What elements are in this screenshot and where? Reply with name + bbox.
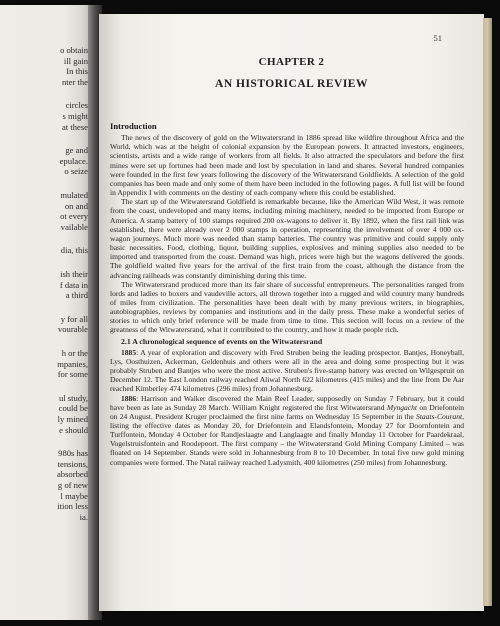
left-page-fragment: tensions, bbox=[57, 458, 88, 469]
left-page-fragment: vourable bbox=[57, 324, 88, 335]
italic-term: Staats-Courant, bbox=[415, 411, 464, 421]
left-page bbox=[0, 5, 92, 620]
left-page-fragment: ly mined bbox=[57, 414, 88, 424]
left-page-fragment: e should bbox=[59, 424, 88, 435]
left-page-fragment: dia, this bbox=[60, 245, 88, 256]
year-entry-text: : Harrison and Walker discovered the Main Reef Leader, supposedly on Sunday 7 February, but it could have been as late as Sunday 28 March. William Knight registered the first Witwatersrand bbox=[110, 393, 464, 412]
paragraph: The news of the discovery of gold on the Witwatersrand in 1886 spread like wildfire throughout Africa and the World, which was at the height of colonial expansion by the European powers. It attracted investors, engineers, scientists, artists and a wide range of workers from all fields. It also attracted the speculators and before the first mines were set up fortunes had been made and lost by speculation in land and shares. Several hundred companies were founded in the first few years following the discovery of the Witwatersrand Goldfields. A selection of the gold companies has been made and only some of them have been included in the following pages. A full list will be found in Appendix I with comments on the destiny of each company where this could be established. bbox=[110, 133, 464, 198]
left-page-fragment: f data in bbox=[59, 279, 88, 290]
left-page-fragment: g of new bbox=[57, 480, 88, 490]
left-page-fragment: o obtain bbox=[60, 45, 88, 55]
left-page-fragment: s might bbox=[62, 111, 88, 121]
section-heading: Introduction bbox=[110, 121, 157, 131]
year-entry-text: : A year of exploration and discovery with Fred Struben being the leading prospector. Bantjes, Honeyball, Lys, Oosthuizen, Ackerman, Geldenhuis and others were all in the area and doing some prospecting but it was probably Struben and Bantjes who were the most active. Struben's five-stamp battery was erected on Wilgespruit on December 12. The East London railway reached Aliwal North 622 kilometres (415 miles) and the line from De Aar reached Kimberley 474 kilometres (296 miles) from Johannesburg. bbox=[110, 347, 464, 394]
left-page-fragment: at these bbox=[61, 121, 88, 132]
left-page-fragment: o seize bbox=[64, 166, 88, 177]
year-label: 1886 bbox=[121, 393, 137, 403]
left-page-fragment: ot every bbox=[60, 211, 88, 222]
italic-term: Myngacht bbox=[386, 402, 417, 412]
year-entry-text: on Driefontein on 24 August. President Kruger proclaimed the first nine farms on Wednesday 15 September in the bbox=[110, 402, 465, 421]
left-page-fragment: nter the bbox=[61, 76, 88, 87]
year-entry bbox=[110, 394, 464, 467]
chapter-label: CHAPTER 2 bbox=[258, 56, 325, 68]
subsection-heading: 2.1 A chronological sequence of events on the Witwatersrand bbox=[121, 336, 323, 346]
left-page-fragment: epulace. bbox=[59, 155, 88, 166]
left-page-fragment: ill gain bbox=[63, 55, 88, 66]
left-page-fragment: In this bbox=[66, 66, 88, 77]
year-entry-text: listing the effective dates as Monday 20, for Driefontein and Elandsfontein, Monday 27 for Doornfontein and Turffontein, Monday 4 October for Randjeslaagte and Langlaagte and finally Monday 11 October for Paardekraal, Vogelstruisfontein and Roodepoort. The first company – the Witwatersrand Gold Mining Company Limited – was floated on 14 September. Stands were sold in Johannesburg from 8 to 10 December. In total five new gold mining companies were formed. The Natal railway reached Ladysmith, 400 kilometres (250 miles) from Johannesburg. bbox=[110, 421, 464, 467]
right-page bbox=[99, 14, 484, 611]
left-page-fragment: could be bbox=[58, 403, 88, 414]
paragraph: The start up of the Witwatersrand Goldfield is remarkable because, like the American Wild West, it was remote from the coast, undeveloped and many items, including mining machinery, needed to be imported from Europe or America. A stamp battery of 100 stamps required 200 ox-wagons to deliver it. By 1892, when the first rail link was established, there were already over 2 000 stamps in operation, representing the involvement of over 4 000 ox-wagon journeys. Much more was needed than stamp batteries. The country was primitive and could supply only basic necessities. Food, clothing, liquor, building supplies, explosives and mining supplies also needed to be imported and transported from the coast. Demand was high, prices were high but the wagons delivered the goods. The goldfield waited five years for the arrival of the first train from the coast, although the distance from the advancing railheads was constantly diminishing during this time. bbox=[110, 197, 464, 280]
left-page-fragment: on and bbox=[64, 200, 88, 211]
left-page-fragment: l maybe bbox=[60, 490, 88, 501]
left-page-fragment: mulated bbox=[60, 190, 88, 200]
page-body bbox=[110, 122, 464, 467]
paragraph: The Witwatersrand produced more than its fair share of successful entrepreneurs. The personalities ranged from lords and ladies to boxers and vaudeville actors, all thrown together into a rugged and wild country many hundreds of miles from civilization. The personalities have been dealt with by many previous writers, in biographies, autobiographies, reviews by companies and institutions and in the daily press. These make a wonderful series of stories to which only brief reference will be made from time to time. This section will focus on a review of the greatness of the Witwatersrand, what it contributed to the country, and how it made people rich. bbox=[110, 279, 464, 335]
left-page-fragment: ul study, bbox=[58, 392, 88, 403]
left-page-fragment: absorbed bbox=[56, 469, 88, 480]
left-page-fragment: ge and bbox=[65, 145, 88, 156]
left-page-fragment: ia. bbox=[79, 511, 88, 522]
left-page-fragment: 980s has bbox=[58, 448, 88, 459]
year-label: 1885 bbox=[121, 347, 137, 357]
left-page-fragment: vailable bbox=[60, 221, 88, 232]
page-stack-edge bbox=[483, 18, 492, 606]
left-page-fragment: circles bbox=[65, 100, 88, 111]
left-page-fragment: ition less bbox=[57, 501, 88, 512]
left-page-fragment: h or the bbox=[61, 348, 88, 358]
chapter-title: AN HISTORICAL REVIEW bbox=[215, 78, 368, 90]
left-page-fragment: ish their bbox=[60, 269, 88, 279]
left-page-fragment: a third bbox=[65, 290, 88, 301]
left-page-fragment: for some bbox=[57, 369, 88, 380]
year-entry bbox=[110, 348, 464, 394]
left-page-fragment: mpanies, bbox=[57, 358, 88, 369]
left-page-fragment: y for all bbox=[60, 313, 88, 324]
page-number: 51 bbox=[433, 33, 442, 43]
